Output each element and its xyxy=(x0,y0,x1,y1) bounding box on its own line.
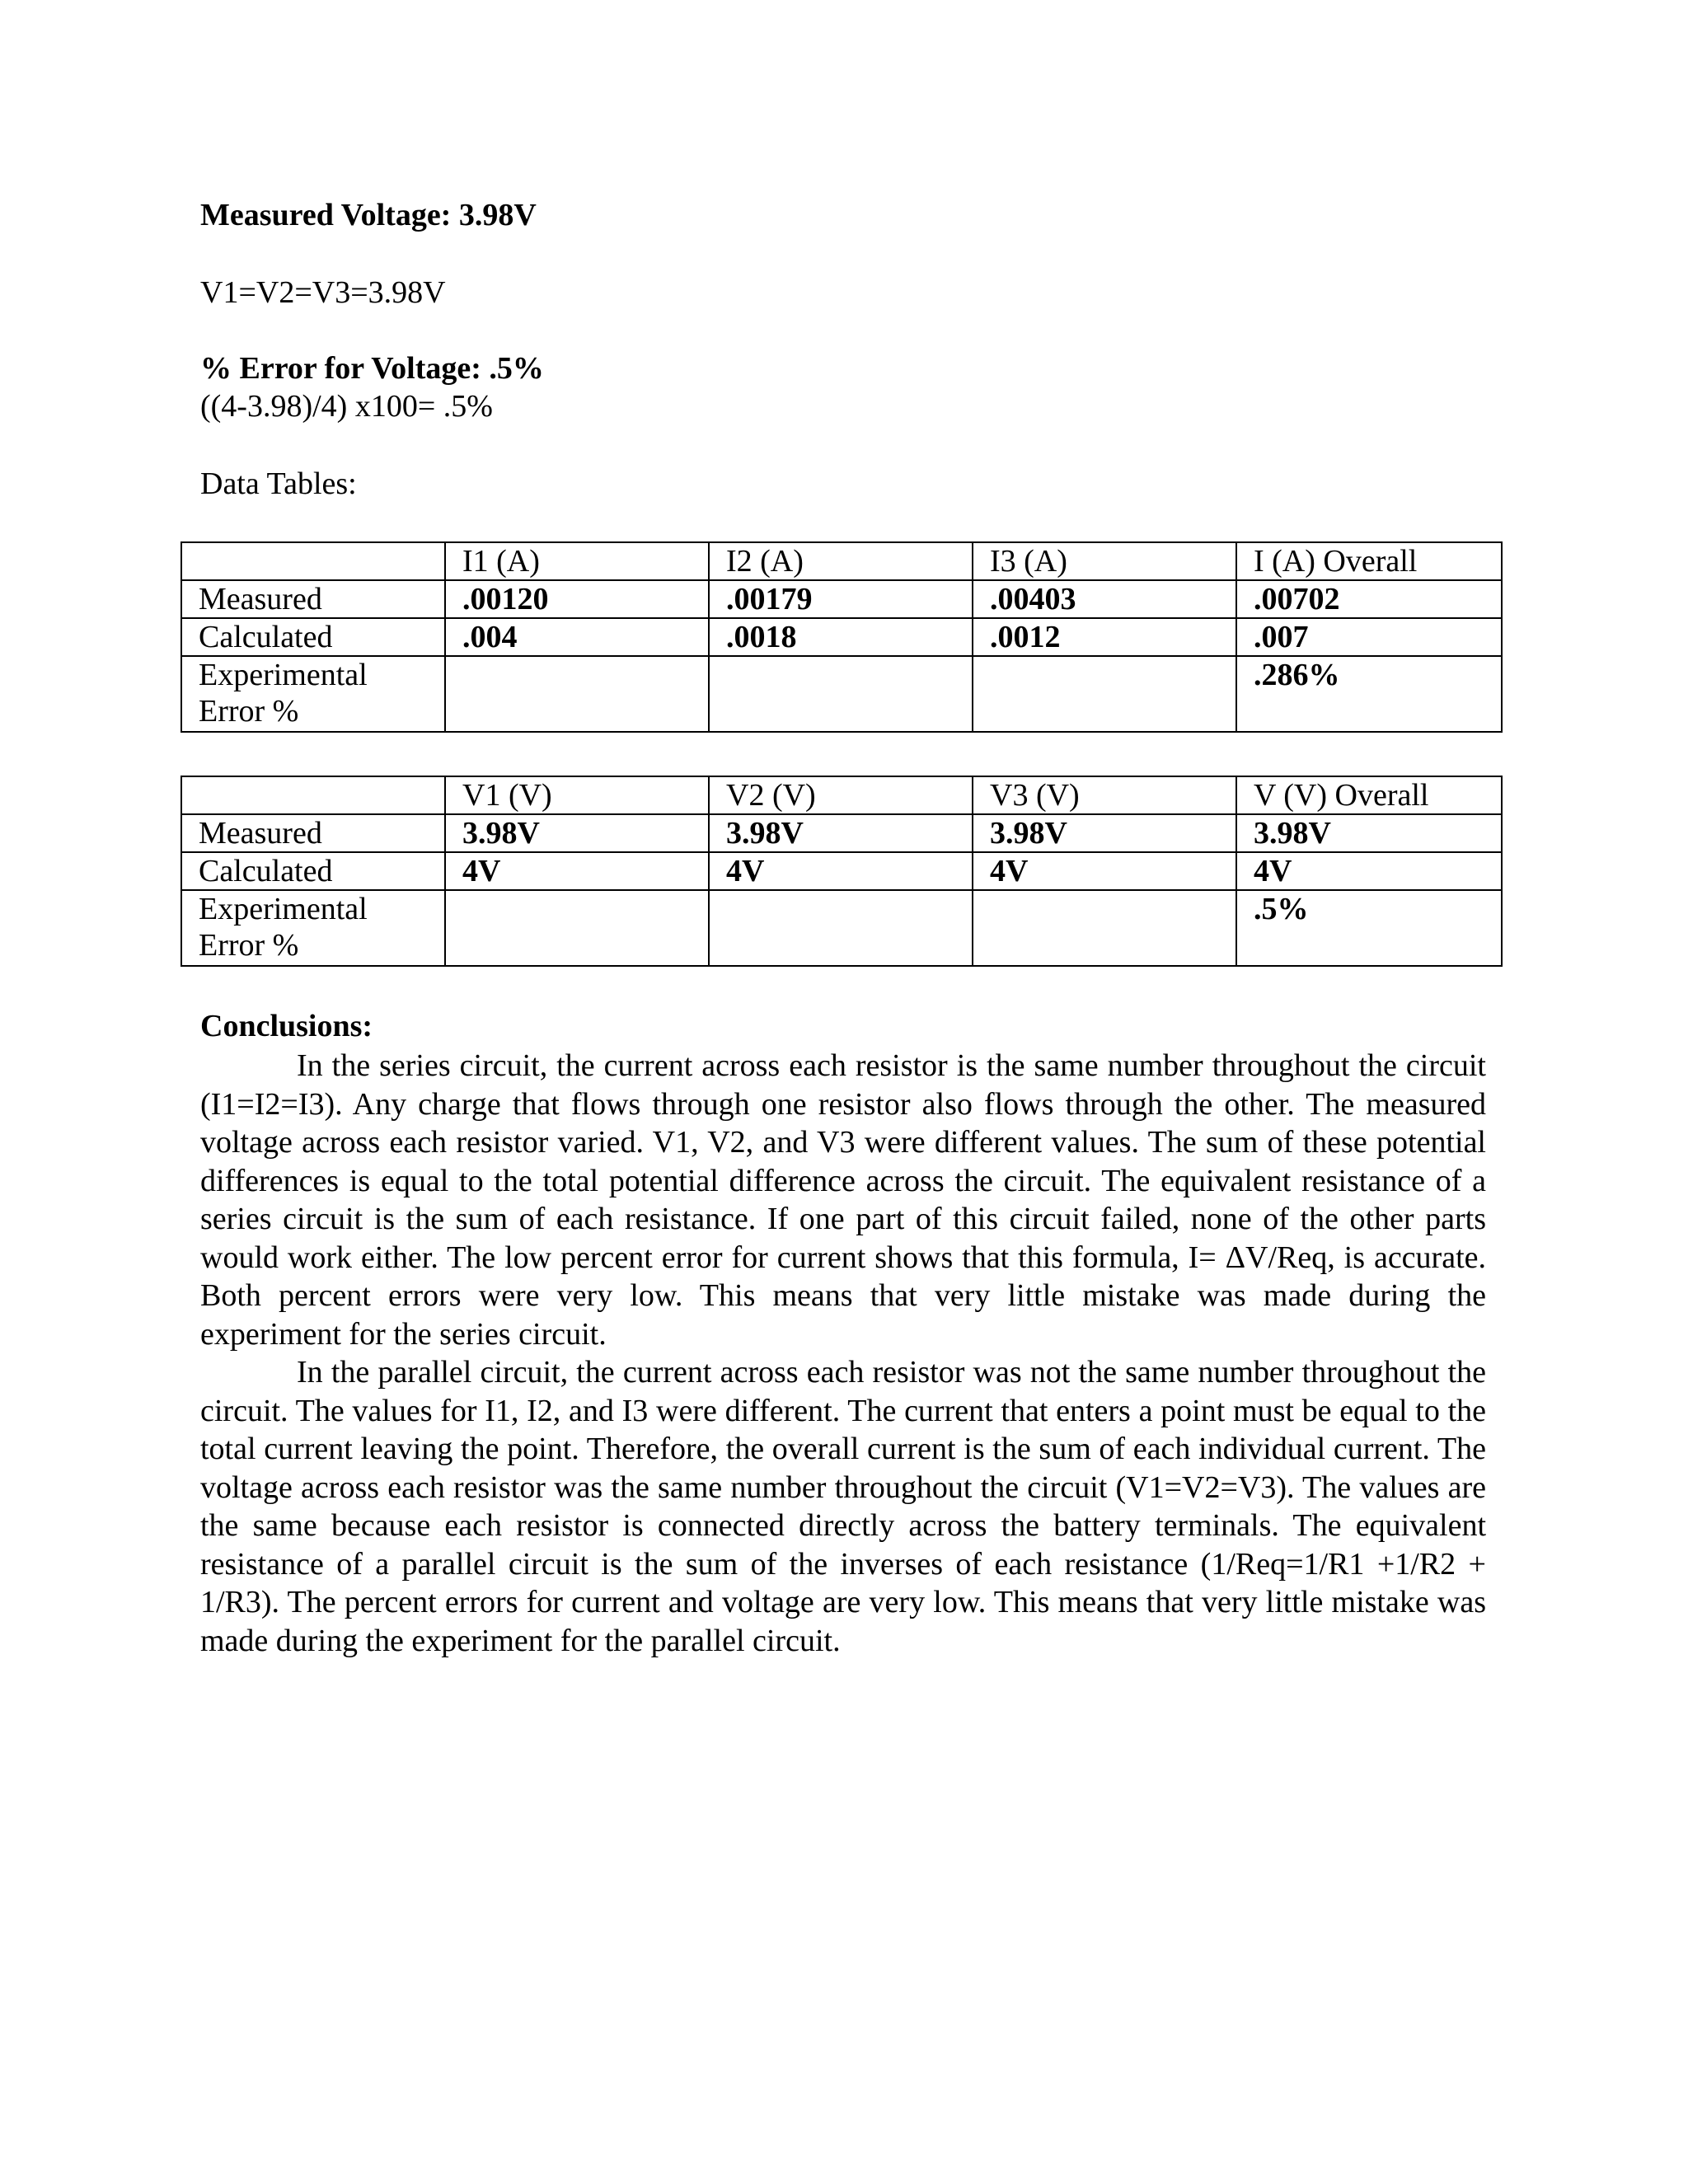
conclusions-heading: Conclusions: xyxy=(200,1009,373,1043)
table-header-cell: I (A) Overall xyxy=(1236,542,1502,580)
table-header-cell: V3 (V) xyxy=(973,776,1236,814)
table-cell: 3.98V xyxy=(973,814,1236,852)
table-cell xyxy=(445,890,709,966)
table-header-cell xyxy=(181,542,445,580)
table-cell: .00403 xyxy=(973,580,1236,618)
table-cell: .00179 xyxy=(709,580,973,618)
table-header-cell: V1 (V) xyxy=(445,776,709,814)
table-header-cell: I3 (A) xyxy=(973,542,1236,580)
row-label: Measured xyxy=(181,814,445,852)
series-circuit-paragraph: In the series circuit, the current across each resistor is the same number throughout the circuit (I1=I2=I3). Any charge that flows through one resistor also flows through the other. The measured voltage across each resistor varied. V1, V2, and V3 were different values. The sum of these potential differences is equal to the total potential difference across the circuit. The equivalent resistance of a series circuit is the sum of each resistance. If one part of this circuit failed, none of the other parts would work either. The low percent error for current shows that this formula, I= ΔV/Req, is accurate. Both percent errors were very low. This means that very little mistake was made during the experiment for the series circuit. xyxy=(200,1048,1486,1352)
table-header-cell: V (V) Overall xyxy=(1236,776,1502,814)
row-label: Experimental Error % xyxy=(181,656,445,732)
table-row xyxy=(181,656,1502,732)
table-cell: 4V xyxy=(973,852,1236,890)
table-cell xyxy=(709,890,973,966)
table-cell: 3.98V xyxy=(1236,814,1502,852)
table-cell: 3.98V xyxy=(445,814,709,852)
measured-voltage-heading: Measured Voltage: 3.98V xyxy=(200,198,537,232)
voltage-equality: V1=V2=V3=3.98V xyxy=(200,275,446,310)
table-cell xyxy=(973,890,1236,966)
table-cell: .5% xyxy=(1236,890,1502,966)
table-row xyxy=(181,890,1502,966)
percent-error-formula: ((4-3.98)/4) x100= .5% xyxy=(200,389,493,424)
table-cell: 4V xyxy=(709,852,973,890)
table-cell: 4V xyxy=(445,852,709,890)
row-label: Experimental Error % xyxy=(181,890,445,966)
table-cell: .004 xyxy=(445,618,709,656)
table-header-cell: V2 (V) xyxy=(709,776,973,814)
table-row xyxy=(181,580,1502,618)
table-cell: .00702 xyxy=(1236,580,1502,618)
table-header-row xyxy=(181,542,1502,580)
table-cell: .00120 xyxy=(445,580,709,618)
table-cell xyxy=(973,656,1236,732)
table-cell: .0018 xyxy=(709,618,973,656)
current-table xyxy=(181,541,1503,733)
parallel-circuit-paragraph: In the parallel circuit, the current across each resistor was not the same number throughout the circuit. The values for I1, I2, and I3 were different. The current that enters a point must be equal to the total current leaving the point. Therefore, the overall current is the sum of each individual current. The voltage across each resistor was the same number throughout the circuit (V1=V2=V3). The values are the same because each resistor is connected directly across the battery terminals. The equivalent resistance of a parallel circuit is the sum of the inverses of each resistance (1/Req=1/R1 +1/R2 + 1/R3). The percent errors for current and voltage are very low. This means that very little mistake was made during the experiment for the parallel circuit. xyxy=(200,1355,1486,1658)
row-label: Calculated xyxy=(181,618,445,656)
table-row xyxy=(181,814,1502,852)
table-header-cell: I1 (A) xyxy=(445,542,709,580)
table-header-row xyxy=(181,776,1502,814)
conclusions-body xyxy=(200,1047,1486,1660)
table-cell: .286% xyxy=(1236,656,1502,732)
row-label: Measured xyxy=(181,580,445,618)
voltage-table xyxy=(181,776,1503,967)
table-cell: 4V xyxy=(1236,852,1502,890)
table-header-cell: I2 (A) xyxy=(709,542,973,580)
table-cell: .007 xyxy=(1236,618,1502,656)
table-row xyxy=(181,852,1502,890)
row-label: Calculated xyxy=(181,852,445,890)
table-cell xyxy=(445,656,709,732)
table-cell xyxy=(709,656,973,732)
table-header-cell xyxy=(181,776,445,814)
table-cell: .0012 xyxy=(973,618,1236,656)
percent-error-heading: % Error for Voltage: .5% xyxy=(200,351,544,386)
data-tables-label: Data Tables: xyxy=(200,466,357,501)
table-row xyxy=(181,618,1502,656)
table-cell: 3.98V xyxy=(709,814,973,852)
